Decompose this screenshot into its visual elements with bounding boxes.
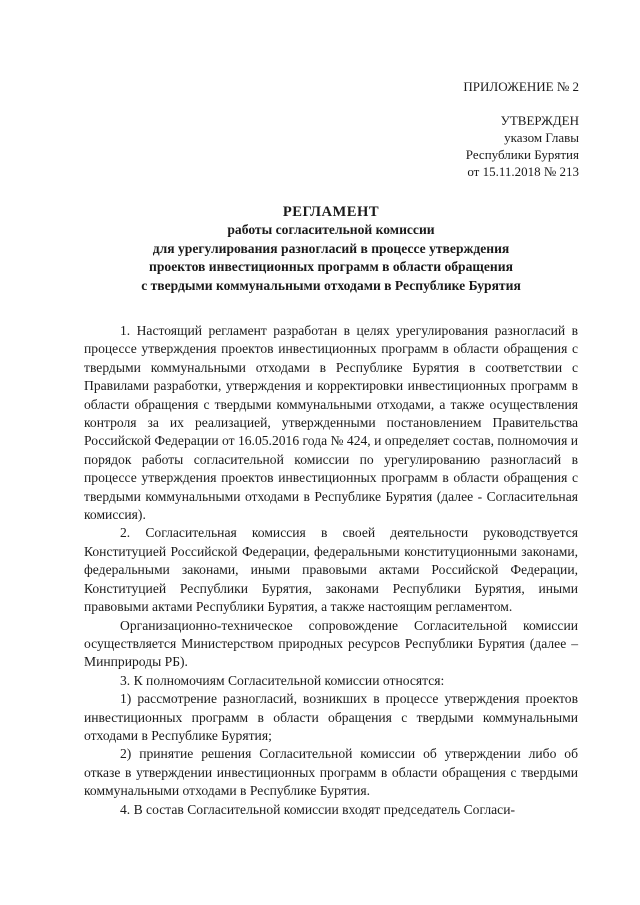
title-main: РЕГЛАМЕНТ — [282, 204, 380, 220]
title-line-2: для урегулирования разногласий в процессе утверждения — [152, 240, 510, 256]
title-line-4: с твердыми коммунальными отходами в Республике Бурятия — [141, 277, 521, 293]
paragraph-2: 2. Согласительная комиссия в своей деятельности руководствуется Конституцией Российской Федерации, федеральными конституционными законами, федеральными законами, иными правовыми актами Российской Федерации, Конституцией Республики Бурятия, законами Республики Бурятия, иными правовыми актами Республики Бурятия, а также настоящим регламентом. — [84, 525, 578, 615]
approval-block — [463, 78, 579, 180]
paragraph-1: 1. Настоящий регламент разработан в целях урегулирования разногласий в процессе утверждения проектов инвестиционных программ в области обращения с твердыми коммунальными отходами в Республике Бурятия в соответствии с Правилами разработки, утверждения и корректировки инвестиционных программ в области обращения с твердыми коммунальными отходами, а также осуществления контроля за их реализацией, утвержденными постановлением Правительства Российской Федерации от 16.05.2016 года № 424, и определяет состав, полномочия и порядок работы согласительной комиссии по урегулированию разногласий в процессе утверждения проектов инвестиционных программ в области обращения с твердыми коммунальными отходами в Республике Бурятия (далее - Согласительная комиссия). — [84, 323, 578, 523]
paragraph-5: 1) рассмотрение разногласий, возникших в процессе утверждения проектов инвестиционных программ в области обращения с твердыми коммунальными отходами в Республике Бурятия; — [84, 691, 578, 743]
title-line-1: работы согласительной комиссии — [227, 222, 435, 238]
appendix-label: ПРИЛОЖЕНИЕ № 2 — [463, 79, 579, 94]
paragraph-7: 4. В состав Согласительной комиссии входят председатель Согласи- — [120, 801, 516, 817]
republic-label: Республики Бурятия — [465, 147, 579, 162]
decree-label: указом Главы — [504, 130, 579, 145]
paragraph-3: Организационно-техническое сопровождение Согласительной комиссии осуществляется Министерством природных ресурсов Республики Бурятия (далее – Минприроды РБ). — [84, 617, 578, 670]
paragraph-6: 2) принятие решения Согласительной комиссии об утверждении либо об отказе в утверждении инвестиционных программ в области обращения с твердыми коммунальными отходами в Республике Бурятия. — [84, 746, 578, 799]
date-number-label: от 15.11.2018 № 213 — [467, 164, 579, 179]
document-body — [84, 322, 578, 819]
approved-label: УТВЕРЖДЕН — [500, 113, 579, 128]
document-title — [84, 203, 578, 295]
title-line-3: проектов инвестиционных программ в области обращения — [149, 259, 513, 275]
paragraph-4: 3. К полномочиям Согласительной комиссии относятся: — [120, 672, 445, 688]
